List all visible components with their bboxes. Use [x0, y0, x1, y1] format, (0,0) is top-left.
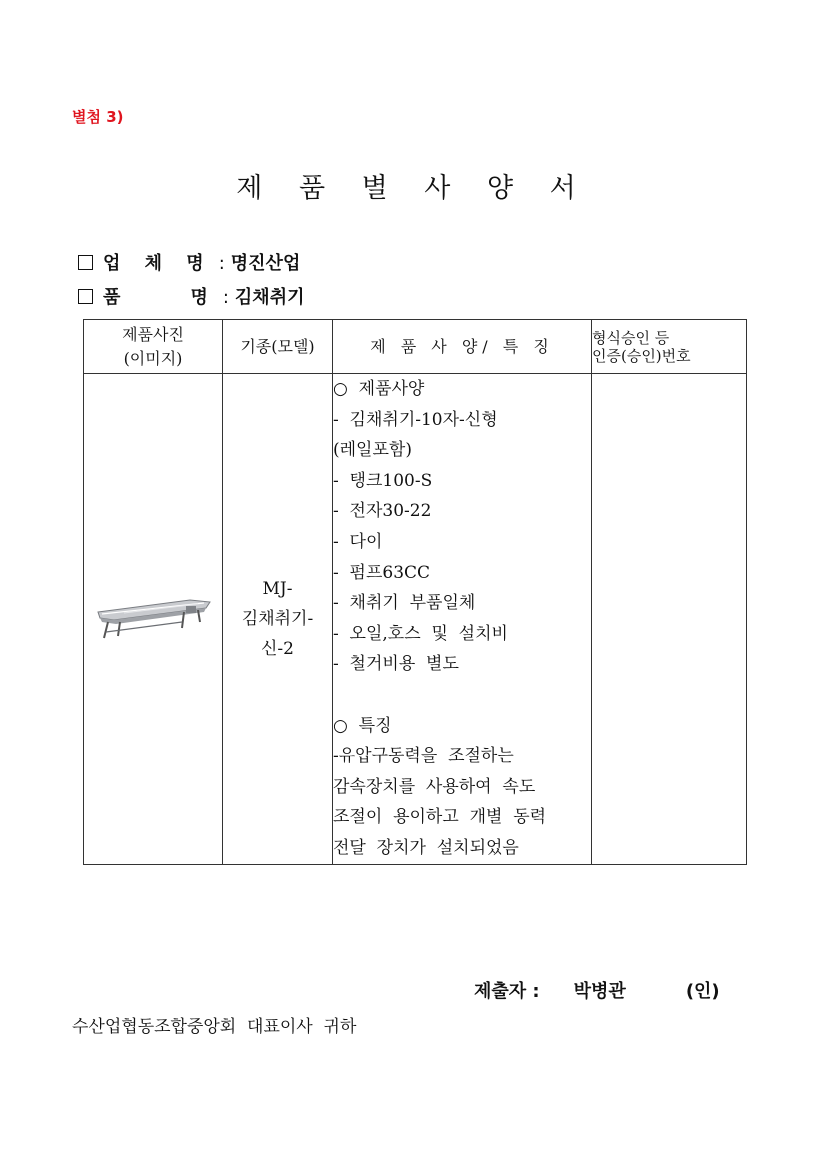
feature-line: ○ 특징 — [333, 715, 392, 736]
submitter-name: 박병관 — [573, 981, 626, 1002]
table-row — [84, 374, 747, 865]
document-title: 제 품 별 사 양 서 — [236, 173, 590, 204]
header-photo — [84, 320, 223, 374]
feature-line: 감속장치를 사용하여 속도 — [333, 776, 536, 797]
spec-line: - 채취기 부품일체 — [333, 593, 476, 614]
submitter-line — [474, 977, 720, 1003]
feature-line: -유압구동력을 조절하는 — [333, 746, 514, 767]
feature-line: 전달 장치가 설치되었음 — [333, 837, 519, 858]
table-header-row — [84, 320, 747, 374]
submitter-label: 제출자 : — [474, 981, 540, 1002]
seal-mark: (인) — [685, 981, 720, 1002]
header-photo-line: 제품사진 — [122, 324, 184, 344]
company-colon: : — [218, 253, 225, 274]
spec-line: - 다이 — [333, 531, 383, 552]
product-row — [78, 283, 304, 309]
spec-table — [83, 319, 747, 865]
header-spec: 제 품 사 양/ 특 징 — [333, 320, 592, 374]
product-colon: : — [222, 287, 229, 308]
company-row — [78, 249, 300, 275]
spec-cell — [333, 374, 592, 865]
spec-line: - 오일,호스 및 설치비 — [333, 623, 508, 644]
spec-line: - 전자30-22 — [333, 501, 432, 522]
spec-line: - 펌프63CC — [333, 562, 431, 583]
spec-line: - 탱크100-S — [333, 470, 433, 491]
company-label: 업 체 명 — [103, 253, 213, 274]
product-photo-cell — [84, 374, 223, 865]
header-cert-line: 형식승인 등 — [592, 328, 670, 347]
header-cert-line: 인증(승인)번호 — [592, 346, 691, 365]
model-cell — [223, 374, 333, 865]
cert-cell — [592, 374, 747, 865]
model-line: MJ- — [262, 578, 293, 599]
spec-line: (레일포함) — [333, 440, 412, 461]
model-line: 김채취기- — [241, 608, 314, 629]
header-cert — [592, 320, 747, 374]
model-line: 신-2 — [261, 638, 294, 659]
header-photo-line: (이미지) — [123, 348, 183, 368]
checkbox-square-icon — [78, 255, 93, 270]
checkbox-square-icon — [78, 289, 93, 304]
spec-spacer — [333, 680, 591, 711]
attachment-label: 별첨 3) — [72, 108, 124, 126]
header-model: 기종(모델) — [223, 320, 333, 374]
product-value: 김채취기 — [234, 287, 305, 308]
spec-line: - 김채취기-10자-신형 — [333, 409, 498, 430]
spec-line: - 철거비용 별도 — [333, 654, 459, 675]
seaweed-harvester-machine-icon — [94, 594, 212, 644]
product-label: 품 명 — [103, 287, 217, 308]
feature-line: 조절이 용이하고 개별 동력 — [333, 807, 547, 828]
company-value: 명진산업 — [230, 253, 301, 274]
addressee: 수산업협동조합중앙회 대표이사 귀하 — [72, 1017, 357, 1037]
spec-line: ○ 제품사양 — [333, 379, 425, 399]
